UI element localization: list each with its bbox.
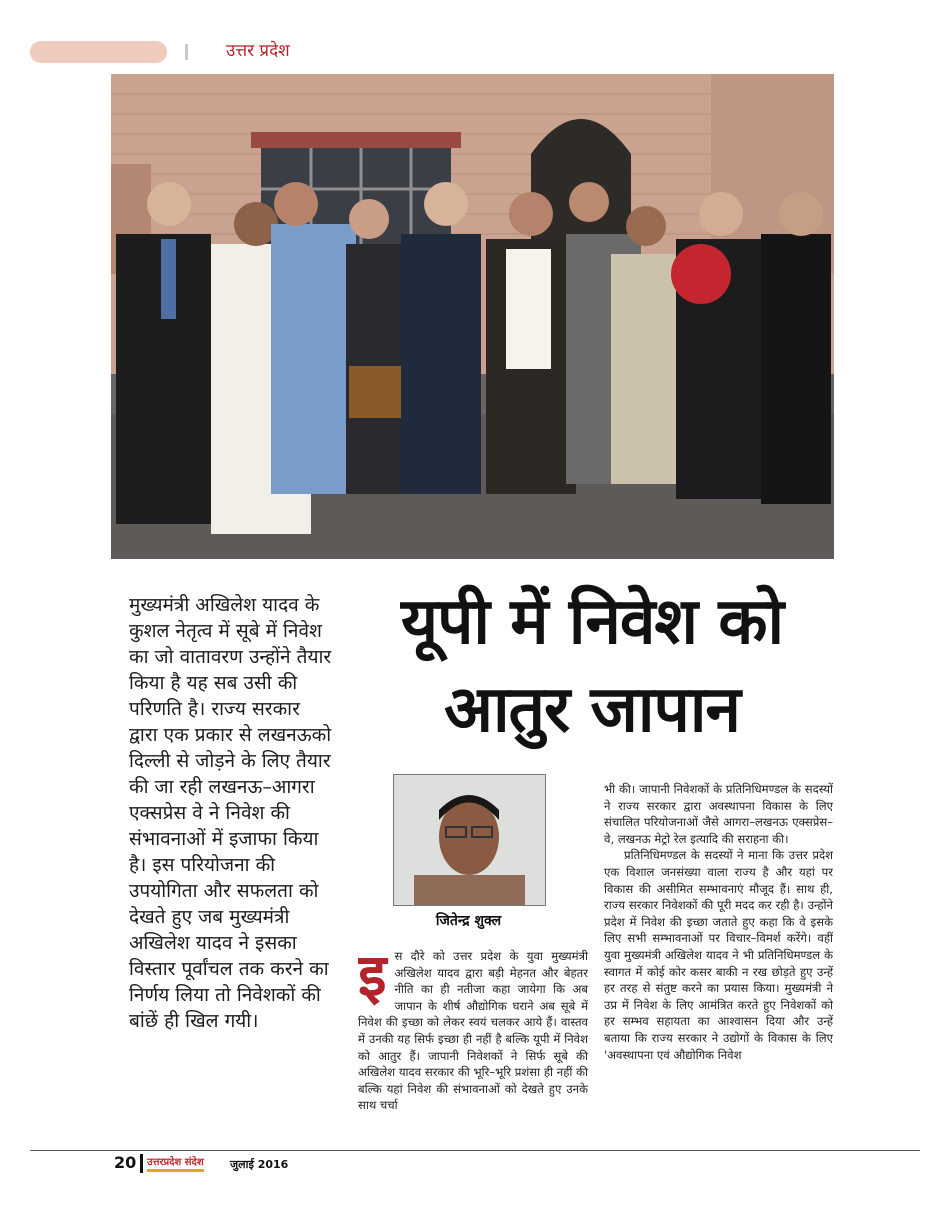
group-photo xyxy=(111,74,834,559)
header-separator xyxy=(185,44,188,60)
author-photo xyxy=(393,774,546,906)
page-number: 20 xyxy=(114,1153,137,1172)
footer-divider xyxy=(140,1154,143,1173)
headline-line-2: आतुर जापान xyxy=(444,673,740,747)
article-column-2 xyxy=(604,781,833,1136)
headline xyxy=(357,578,827,754)
footer-rule xyxy=(30,1150,920,1151)
drop-cap: इ xyxy=(358,948,387,1009)
magazine-brand: उत्तरप्रदेश संदेश xyxy=(147,1157,204,1172)
issue-date: जुलाई 2016 xyxy=(230,1158,289,1171)
column-2-paragraph-1: भी की। जापानी निवेशकों के प्रतिनिधिमण्डल के सदस्यों ने राज्य सरकार द्वारा अवस्थापना विकास के लिए संचालित परियोजनाओं जैसे आगरा–लखनऊ एक्सप्रेस–वे, लखनऊ मेट्रो रेल इत्यादि की सराहना की। xyxy=(604,782,833,846)
section-label: उत्तर प्रदेश xyxy=(226,41,290,61)
column-1-text: स दौरे को उत्तर प्रदेश के युवा मुख्यमंत्री अखिलेश यादव द्वारा बड़ी मेहनत और बेहतर नीति का ही नतीजा कहा जायेगा कि अब जापान के शीर्ष औद्योगिक घराने अब सूबे में निवेश की इच्छा को लेकर स्वयं चलकर आये हैं। वास्तव में उनकी यह सिर्फ इच्छा ही नहीं है बल्कि यूपी में निवेश को आतुर हैं। जापानी निवेशकों ने सिर्फ सूबे की अखिलेश यादव सरकार की भूरि–भूरि प्रशंसा ही नहीं की बल्कि यहां निवेश की संभावनाओं को देखते हुए उनके साथ चर्चा xyxy=(358,949,588,1113)
side-pull-text: मुख्यमंत्री अखिलेश यादव के कुशल नेतृत्व में सूबे में निवेश का जो वातावरण उन्होंने तैयार किया है यह सब उसी की परिणति है। राज्य सरकार द्वारा एक प्रकार से लखनऊको दिल्ली से जोड़ने के लिए तैयार की जा रही लखनऊ–आगरा एक्सप्रेस वे ने निवेश की संभावनाओं में इजाफा किया है। इस परियोजना की उपयोगिता और सफलता को देखते हुए जब मुख्यमंत्री अखिलेश यादव ने इसका विस्तार पूर्वांचल तक करने का निर्णय लिया तो निवेशकों की बांछें ही खिल गयी। xyxy=(129,594,332,1032)
headline-line-1: यूपी में निवेश को xyxy=(400,585,784,659)
column-2-paragraph-2: प्रतिनिधिमण्डल के सदस्यों ने माना कि उत्तर प्रदेश एक विशाल जनसंख्या वाला राज्य है और यहां पर विकास की असीमित सम्भावनाएं मौजूद हैं। साथ ही, राज्य सरकार निवेशकों की पूरी मदद कर रही है। उन्होंने प्रदेश में निवेश की इच्छा जताते हुए कहा कि वे इसके लिए सभी सम्भावनाओं पर विचार–विमर्श करेंगे। वहीं युवा मुख्यमंत्री अखिलेश यादव ने भी प्रतिनिधिमण्डल के स्वागत में कोई कोर कसर बाकी न रख छोड़ते हुए उन्हें हर तरह से संतुष्ट करने का प्रयास किया। मुख्यमंत्री ने उप्र में निवेश के लिए आमंत्रित करते हुए निवेशकों को हर सम्भव सहायता का आश्वासन दिया और उन्हें बताया कि राज्य सरकार ने उद्योगों के विकास के लिए 'अवस्थापना एवं औद्योगिक निवेश xyxy=(604,848,833,1062)
article-column-1 xyxy=(358,948,588,1134)
header-pill xyxy=(30,41,167,63)
author-name: जितेन्द्र शुक्ल xyxy=(435,913,502,929)
